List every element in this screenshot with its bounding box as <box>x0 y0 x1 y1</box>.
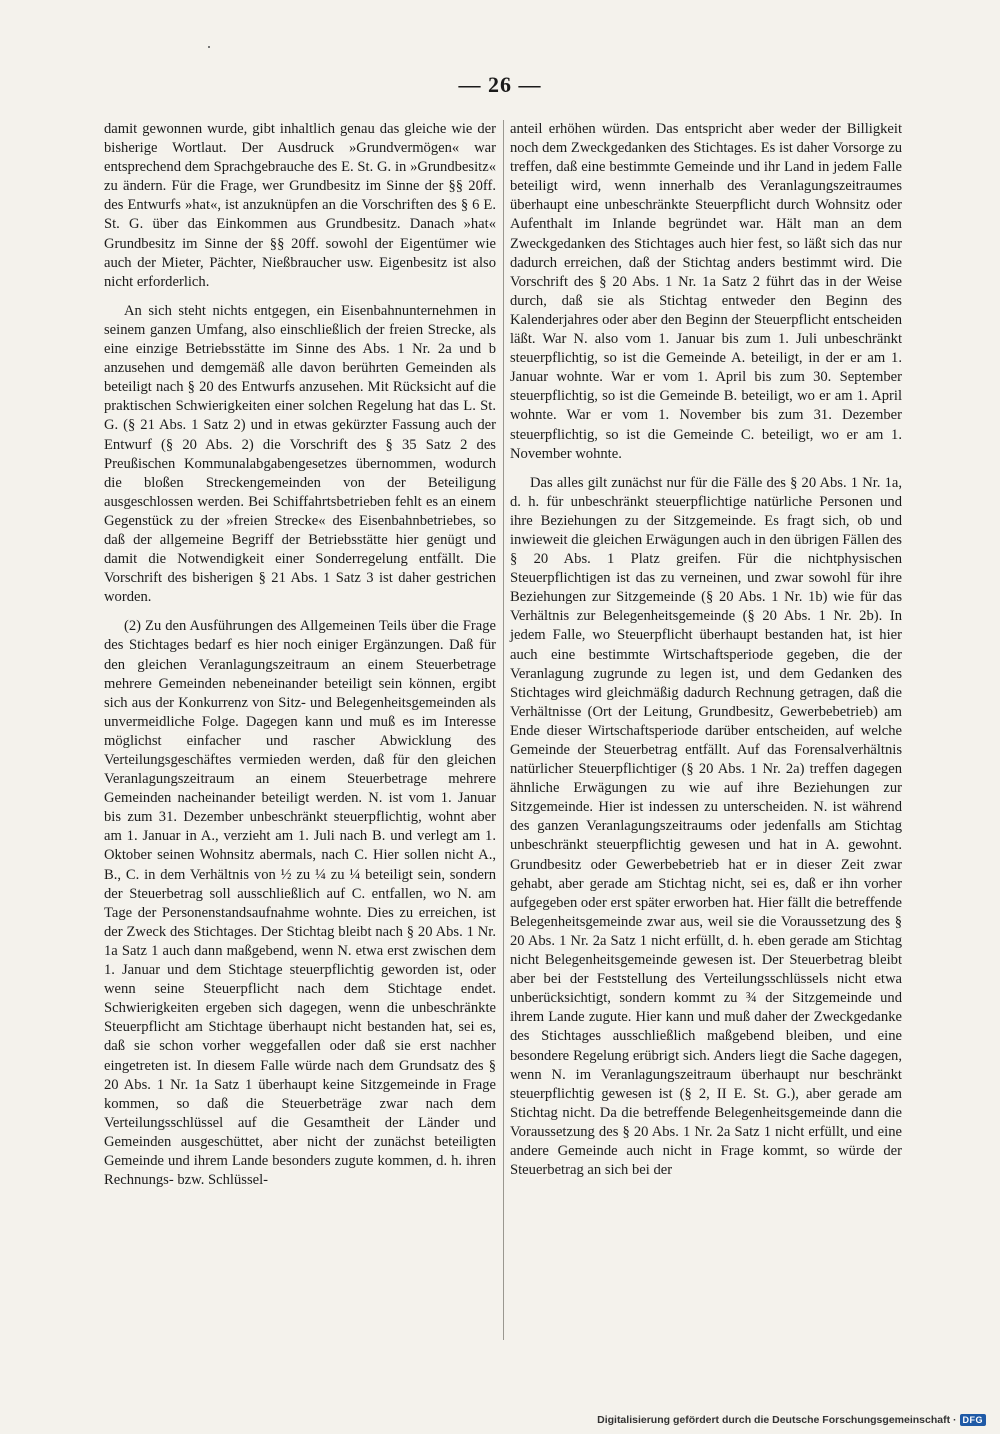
right-column <box>510 120 902 1190</box>
column-divider <box>503 120 504 1340</box>
paragraph-left-3: (2) Zu den Ausführungen des Allgemeinen Teils über die Frage des Stichtages bedarf es hier noch einiger Ergänzungen. Daß für den gleichen Veranlagungszeitraum an einem Steuerbetrage mehrere Gemeinden nebeneinander beteiligt sein können, ergibt sich aus der Konkurrenz von Sitz- und Belegenheitsgemeinden als unvermeidliche Folge. Dagegen kann und muß es im Interesse möglichst einfacher und rascher Abwicklung des Verteilungsgeschäftes vermieden werden, daß für den gleichen Veranlagungszeitraum an einem Steuerbetrage mehrere Gemeinden nacheinander beteiligt werden. N. ist vom 1. Januar bis zum 31. Dezember unbeschränkt steuerpflichtig, wohnt aber am 1. Januar in A., verzieht am 1. Juli nach B. und verlegt am 1. Oktober seinen Wohnsitz abermals, nach C. Hier sollen nicht A., B., C. in dem Verhältnis von ½ zu ¼ zu ¼ beteiligt sein, sondern der Steuerbetrag soll ausschließlich auf C. entfallen, wo N. am Tage der Personenstandsaufnahme wohnte. Dies zu erreichen, ist der Zweck des Stichtages. Der Stichtag bleibt nach § 20 Abs. 1 Nr. 1a Satz 1 auch dann maßgebend, wenn N. etwa erst zwischen dem 1. Januar und dem Stichtage steuerpflichtig geworden ist, oder wenn seine Steuerpflicht nach dem Stichtage endet. Schwierigkeiten ergeben sich dagegen, wenn die unbeschränkte Steuerpflicht am Stichtage überhaupt nicht bestanden hat, sei es, daß sie schon vorher weggefallen oder daß sie erst nachher eingetreten ist. In diesem Falle würde nach dem Grundsatz des § 20 Abs. 1 Nr. 1a Satz 1 überhaupt keine Sitzgemeinde in Frage kommen, so daß die Steuerbeträge zwar nach dem Verteilungsschlüssel auf die Gesamtheit der Länder und Gemeinden ausgeschüttet, aber nicht der zunächst beteiligten Gemeinde und ihrem Lande besonders zugute kommen, d. h. ihren Rechnungs- bzw. Schlüssel- <box>104 618 496 1189</box>
credit-text: Digitalisierung gefördert durch die Deutsche Forschungsgemeinschaft · <box>597 1414 957 1426</box>
text-columns <box>104 120 912 1360</box>
paragraph-right-1: anteil erhöhen würden. Das entspricht aber weder der Billigkeit noch dem Zweckgedanken des Stichtages. Es ist daher Vorsorge zu treffen, daß eine bestimmte Gemeinde und ihr Land in jedem Falle beteiligt wird, wenn innerhalb des Veranlagungszeitraumes überhaupt eine unbeschränkte Steuerpflicht durch Wohnsitz oder Aufenthalt im Inlande begründet war. Hält man an dem Zweckgedanken des Stichtages auch hier fest, so läßt sich das nur dadurch erreichen, daß der Stichtag anders bestimmt wird. Die Vorschrift des § 20 Abs. 1 Nr. 1a Satz 2 führt das in der Weise durch, daß sie als Stichtag entweder den Beginn des Kalenderjahres oder aber den Beginn der Steuerpflicht entscheiden läßt. War N. also vom 1. Januar bis zum 1. Juli unbeschränkt steuerpflichtig, so ist die Gemeinde A. beteiligt, in der er am 1. Januar wohnte. War er vom 1. April bis zum 30. September steuerpflichtig, so ist die Gemeinde B. beteiligt, wo er am 1. April wohnte. War er vom 1. November bis zum 31. Dezember steuerpflichtig, so ist die Gemeinde C. beteiligt, wo er am 1. November wohnte. <box>510 121 902 462</box>
paragraph-left-1: damit gewonnen wurde, gibt inhaltlich genau das gleiche wie der bisherige Wortlaut. Der Ausdruck »Grundvermögen« war entsprechend dem Sprachgebrauche des E. St. G. in »Grundbesitz« zu ändern. Für die Frage, wer Grundbesitz im Sinne der §§ 20ff. des Entwurfs »hat«, ist anzuknüpfen an die Vorschriften des § 6 E. St. G. über das Einkommen aus Grundbesitz. Danach »hat« Grundbesitz im Sinne der §§ 20ff. sowohl der Eigentümer wie auch der Mieter, Pächter, Nießbraucher usw. Eigenbesitz ist also nicht erforderlich. <box>104 121 496 290</box>
scan-speck <box>208 46 210 48</box>
digitization-credit <box>597 1414 986 1426</box>
paragraph-left-2: An sich steht nichts entgegen, ein Eisenbahnunternehmen in seinem ganzen Umfang, also einschließlich der freien Strecke, als eine einzige Betriebsstätte im Sinne des Abs. 1 Nr. 2a und b anzusehen und demgemäß alle davon berührten Gemeinden als beteiligt nach § 20 des Entwurfs anzusehen. Mit Rücksicht auf die praktischen Schwierigkeiten einer solchen Regelung hat das L. St. G. (§ 21 Abs. 1 Satz 2) und in etwas gekürzter Fassung auch der Entwurf (§ 20 Abs. 2) die Vorschrift des § 35 Satz 2 des Preußischen Kommunalabgabengesetzes übernommen, wodurch die bloßen Streckengemeinden von der Beteiligung ausgeschlossen werden. Bei Schiffahrtsbetrieben fehlt es an einem Gegenstück zu der »freien Strecke« des Eisenbahnbetriebes, so daß der allgemeine Begriff der Betriebsstätte hier genügt und damit die Notwendigkeit einer Sonderregelung entfällt. Die Vorschrift des bisherigen § 21 Abs. 1 Satz 3 ist daher gestrichen worden. <box>104 302 496 606</box>
dfg-logo-icon: DFG <box>960 1414 987 1426</box>
left-column <box>104 120 496 1200</box>
page-number: — 26 — <box>458 72 542 97</box>
paragraph-right-2: Das alles gilt zunächst nur für die Fälle des § 20 Abs. 1 Nr. 1a, d. h. für unbeschränkt steuerpflichtige natürliche Personen und ihre Beziehungen zu der Sitzgemeinde. Es fragt sich, ob und inwieweit die gleichen Erwägungen auch in den übrigen Fällen des § 20 Abs. 1 Platz greifen. Für die nichtphysischen Steuerpflichtigen ist das zu verneinen, und zwar sowohl für ihre Beziehungen zur Sitzgemeinde (§ 20 Abs. 1 Nr. 1b) wie für das Verhältnis zur Belegenheitsgemeinde (§ 20 Abs. 1 Nr. 2b). In jedem Falle, wo Steuerpflicht überhaupt bestanden hat, ist hier auch eine bestimmte Wirtschaftsperiode gegeben, die der Veranlagung zugrunde zu legen ist, und dem Gedanken des Stichtages wird gleichmäßig dadurch Rechnung getragen, daß die Verhältnisse (Ort der Leitung, Grundbesitz, Gewerbebetrieb) am Ende dieser Wirtschaftsperiode darüber entscheiden, auf welche Gemeinde der Steuerbetrag entfällt. Auf das Forensalverhältnis natürlicher Steuerpflichtiger (§ 20 Abs. 1 Nr. 2a) treffen dagegen ähnliche Erwägungen zu wie auf ihre Beziehungen zur Sitzgemeinde. Hier ist indessen zu unterscheiden. N. ist während des ganzen Veranlagungszeitraums oder jedenfalls am Stichtag unbeschränkt steuerpflichtig gewesen und hat in A. gewohnt. Grundbesitz oder Gewerbebetrieb hat er in dieser Zeit zwar gehabt, aber gerade am Stichtag nicht, sei es, daß er ihn vorher aufgegeben oder erst später erworben hat. Hier fällt die betreffende Belegenheitsgemeinde zwar aus, weil sie die Voraussetzung des § 20 Abs. 1 Nr. 2a Satz 1 nicht erfüllt, d. h. eben gerade am Stichtag nicht Belegenheitsgemeinde gewesen ist. Der Steuerbetrag bleibt aber bei der Feststellung des Verteilungsschlüssels nicht etwa unberücksichtigt, sondern kommt zu ¾ der Sitzgemeinde und ihrem Lande zugute. Hier kann und muß daher der Zweckgedanke des Stichtages ausschließlich maßgebend bleiben, und eine besondere Regelung erübrigt sich. Anders liegt die Sache dagegen, wenn N. im Veranlagungszeitraum überhaupt nur beschränkt steuerpflichtig gewesen ist (§ 2, II E. St. G.), aber gerade am Stichtag nicht. Da die betreffende Belegenheitsgemeinde dann die Voraussetzung des § 20 Abs. 1 Nr. 2a Satz 1 nicht erfüllt, und eine andere Gemeinde auch nicht in Frage kommt, so würde der Steuerbetrag an sich bei der <box>510 474 902 1179</box>
